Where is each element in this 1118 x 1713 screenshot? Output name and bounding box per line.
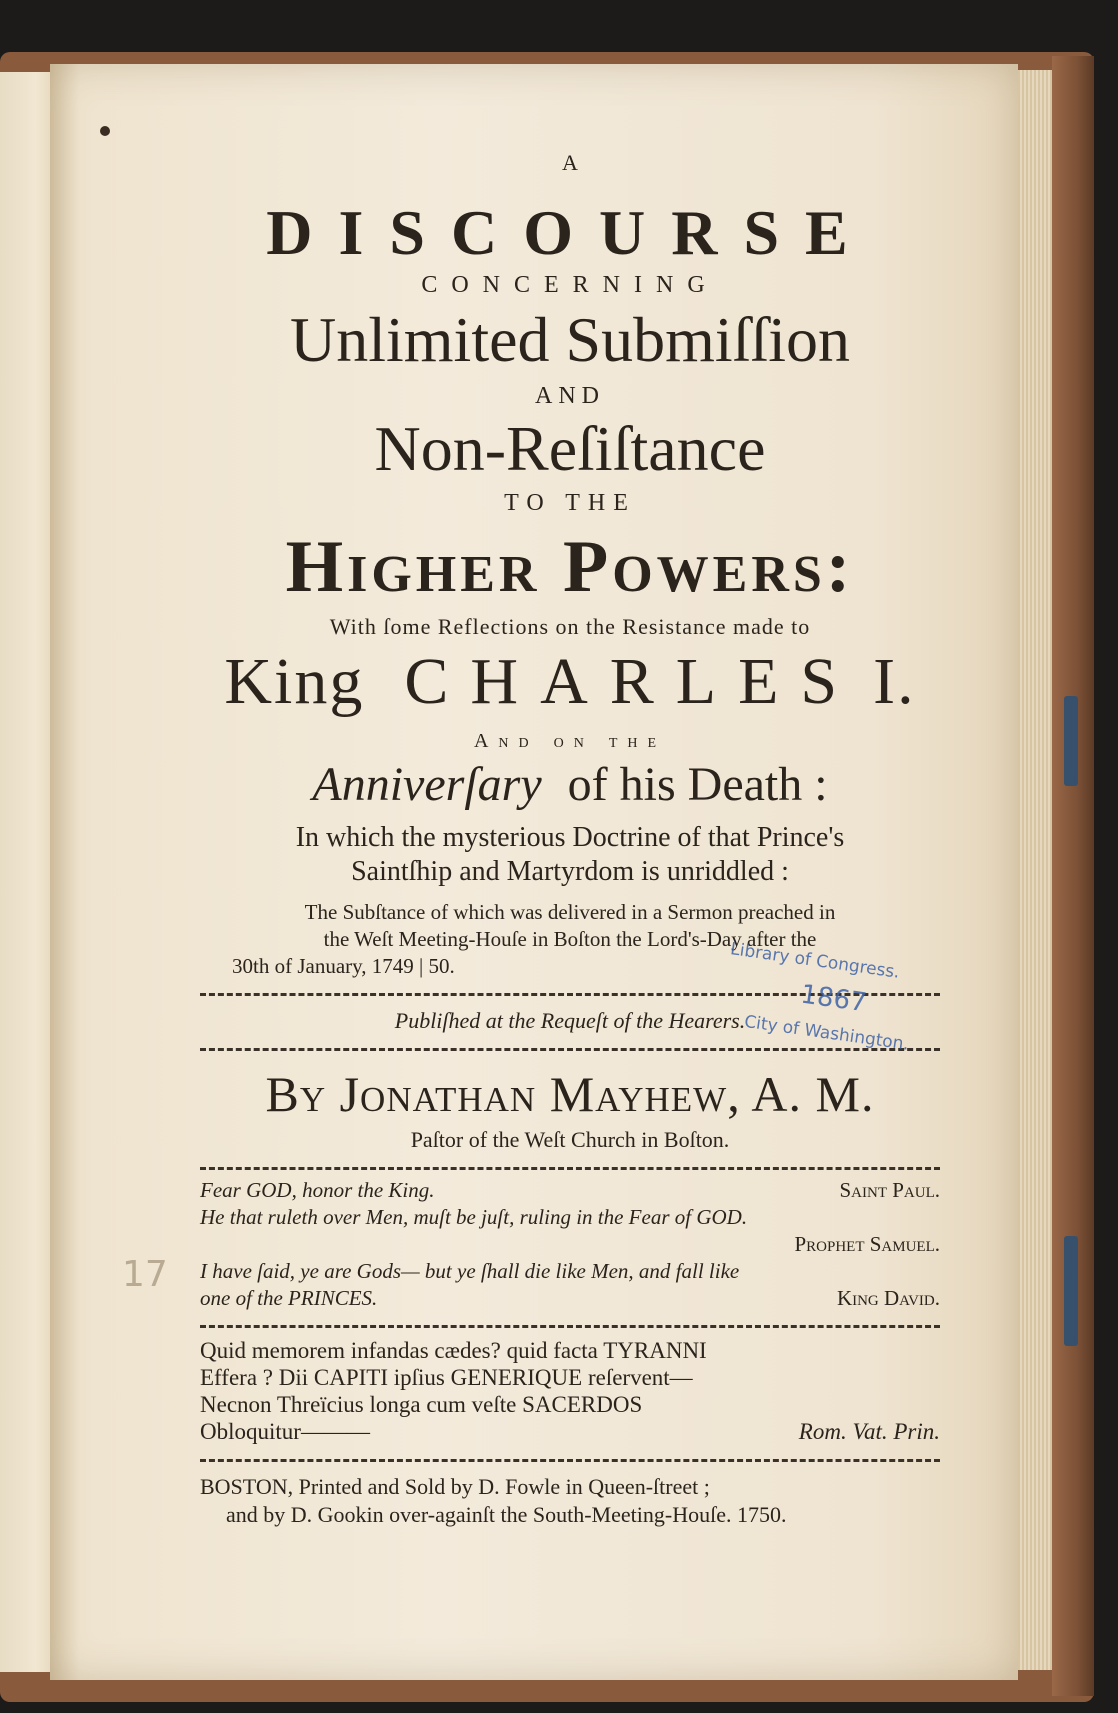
latin-text: Quid memorem infandas cædes? quid facta TYRANNI [200, 1338, 707, 1363]
stamp-line-1: Library of Congress. [729, 939, 901, 983]
latin-line [200, 1365, 940, 1391]
title-anniversary [200, 757, 940, 812]
divider-rule [200, 1325, 940, 1328]
motto-line [200, 1286, 940, 1311]
motto-attribution: Prophet Samuel. [794, 1232, 940, 1256]
motto-text: I have ſaid, ye are Gods— but ye ſhall die like Men, and fall like [200, 1259, 740, 1283]
title-higher-powers: Higher Powers: [285, 526, 855, 608]
latin-attribution: Rom. Vat. Prin. [798, 1419, 940, 1444]
subtitle-saintship: Saintſhip and Martyrdom is unriddled : [351, 856, 789, 887]
author-line: By Jonathan Mayhew, A. M. [265, 1066, 875, 1122]
substance-line-3: 30th of January, 1749 | 50. [232, 954, 455, 978]
charles-numeral: I. [873, 645, 916, 718]
motto-attribution: King David. [836, 1286, 940, 1310]
motto-text: Fear GOD, honor the King. [200, 1178, 435, 1202]
latin-line [200, 1419, 940, 1445]
motto-line [200, 1178, 940, 1203]
author-title: Paſtor of the Weſt Church in Boſton. [410, 1127, 730, 1152]
motto-text: one of the PRINCES. [200, 1286, 378, 1310]
title-unlimited-submission: Unlimited Submiſſion [289, 304, 851, 375]
subtitle-in-which: In which the mysterious Doctrine of that Prince's [295, 822, 845, 853]
article-a: A [562, 150, 578, 175]
stamp-line-2: City of Washington. [743, 1011, 911, 1055]
binding-edge [1052, 56, 1094, 1696]
latin-text: Necnon Threïcius longa cum veſte SACERDOS [200, 1392, 643, 1417]
title-to-the: TO THE [504, 490, 636, 516]
published-note: Publiſhed at the Requeſt of the Hearers. [394, 1008, 746, 1033]
subtitle-reflections: With ſome Reflections on the Resistance made to [329, 614, 811, 639]
anniversary-word: Anniverſary [312, 758, 542, 811]
substance-line-1: The Subſtance of which was delivered in a Sermon preached in [304, 900, 836, 924]
imprint-block [200, 1474, 940, 1528]
page-fore-edge [1018, 70, 1052, 1670]
imprint-line-1: BOSTON, Printed and Sold by D. Fowle in Queen-ſtreet ; [200, 1474, 710, 1499]
substance-line-2: the Weſt Meeting-Houſe in Boſton the Lord's-Day after the [323, 927, 817, 951]
divider-rule [200, 1048, 940, 1051]
marbling-mark [1064, 696, 1078, 786]
title-king-charles [200, 644, 940, 720]
latin-quote-block [200, 1338, 940, 1445]
title-and: AND [535, 383, 605, 409]
latin-text: Obloquitur——— [200, 1419, 370, 1444]
latin-line [200, 1392, 940, 1418]
stamp-year: 1867 [798, 979, 869, 1019]
title-non-resistance: Non-Reſiſtance [374, 413, 766, 484]
latin-line [200, 1338, 940, 1364]
title-discourse: DISCOURSE [266, 197, 874, 268]
charles-word: CHARLES [404, 645, 860, 718]
mottoes-block [200, 1178, 940, 1311]
title-concerning: CONCERNING [421, 272, 719, 298]
pencil-annotation: 17 [122, 1254, 168, 1295]
imprint-line-2: and by D. Gookin over-againſt the South-Meeting-Houſe. 1750. [226, 1502, 787, 1527]
divider-rule [200, 1167, 940, 1170]
latin-text: Effera ? Dii CAPITI ipſius GENERIQUE reſervent— [200, 1365, 693, 1390]
motto-attribution: Saint Paul. [839, 1178, 940, 1202]
motto-line [200, 1259, 940, 1284]
marbling-mark [1064, 1236, 1078, 1346]
subtitle-and-on-the: And on the [473, 730, 667, 752]
ink-speck [100, 126, 110, 136]
king-word: King [224, 645, 365, 718]
motto-line [200, 1205, 940, 1230]
divider-rule [200, 993, 940, 996]
title-text-block [200, 150, 940, 1528]
motto-line [200, 1232, 940, 1257]
of-his-death: of his Death : [567, 758, 828, 811]
divider-rule [200, 1459, 940, 1462]
motto-text: He that ruleth over Men, muſt be juſt, ruling in the Fear of GOD. [200, 1205, 748, 1229]
